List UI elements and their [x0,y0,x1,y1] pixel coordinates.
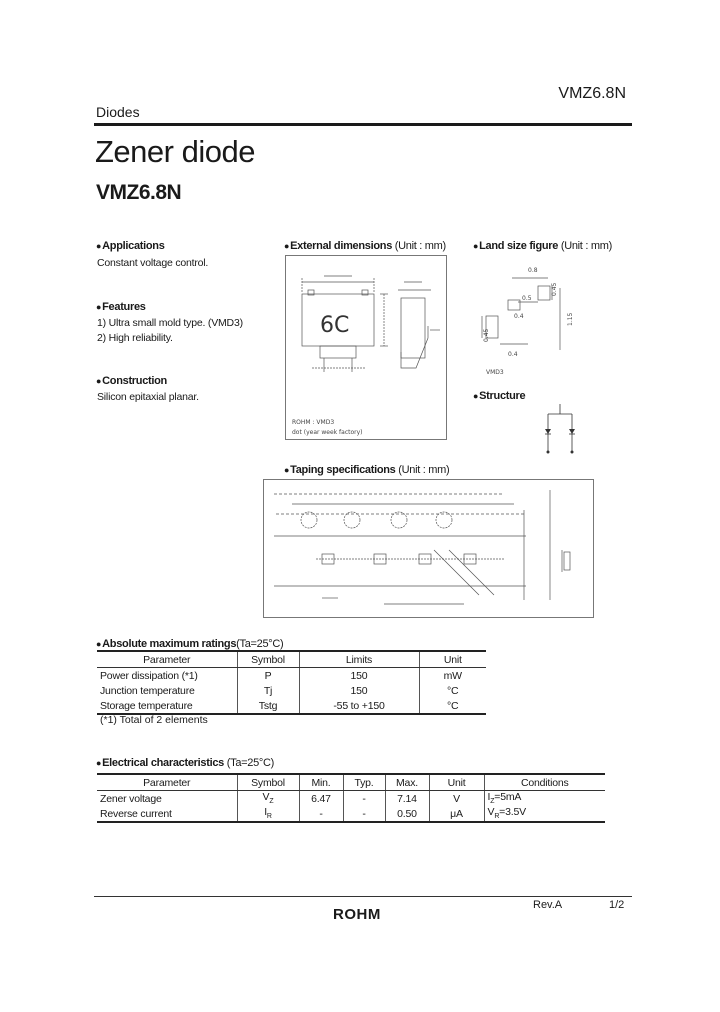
land-dim: 1.15 [567,312,574,326]
taping-heading: ●Taping specifications (Unit : mm) [284,464,450,476]
package-outline-drawing [286,256,446,439]
header-cell: Parameter [97,774,237,791]
feature-item: 1) Ultra small mold type. (VMD3) [97,317,243,329]
rohm-logo: ROHM [333,906,381,923]
land-dim: 0.5 [522,295,532,302]
page-title: Zener diode [95,134,255,169]
feature-item: 2) High reliability. [97,332,173,344]
applications-text: Constant voltage control. [97,257,209,269]
table-row [97,698,486,714]
table-row [97,683,486,698]
header-rule [94,123,632,126]
footnote: (*1) Total of 2 elements [100,714,208,726]
symbol-cell: P [237,668,299,684]
land-package-name: VMD3 [486,369,504,376]
unit-cell: mW [443,669,462,682]
marking-code: 6C [320,313,350,338]
bullet-icon: ● [284,241,290,251]
bullet-icon: ● [473,241,479,251]
symbol-cell: $I_R$ [237,806,299,822]
land-dim: 0.4 [514,313,524,320]
construction-text: Silicon epitaxial planar. [97,391,199,403]
limit-cell: 150 [299,683,419,698]
header-cell: Max. [385,774,429,791]
header-cell: Limits [299,651,419,668]
bullet-icon: ● [96,758,102,768]
unit-cell: μA [429,806,484,822]
features-heading: ●Features [96,301,146,313]
abs-max-table [97,650,486,715]
footer-rule [94,896,632,897]
land-size-heading: ●Land size figure (Unit : mm) [473,240,612,252]
header-cell: Parameter [97,651,237,668]
header-cell: Conditions [484,774,605,791]
table-row [97,806,605,822]
header-part-number: VMZ6.8N [558,85,626,102]
elec-char-heading: ●Electrical characteristics (Ta=25°C) [96,757,274,769]
bullet-icon: ● [473,391,479,401]
param-cell: Power dissipation (*1) [97,668,237,684]
typ-cell: - [343,806,385,822]
header-cell: Unit [429,774,484,791]
bullet-icon: ● [96,302,102,312]
max-cell: 7.14 [385,791,429,807]
applications-heading: ●Applications [96,240,165,252]
abs-max-heading: ●Absolute maximum ratings(Ta=25°C) [96,638,284,650]
min-cell: 6.47 [299,791,343,807]
param-cell: Junction temperature [97,683,237,698]
diode-schematic-icon [536,402,586,460]
land-dim: 0.45 [551,282,558,296]
land-size-figure [478,256,608,381]
land-dim: 0.4 [508,351,518,358]
unit-cell: °C [447,699,459,712]
category-label: Diodes [96,104,140,120]
land-dim: 0.45 [483,328,490,342]
symbol-cell: $V_Z$ [237,791,299,807]
conditions-cell: $I_Z=5mA$ [487,791,522,806]
symbol-cell: Tj [237,683,299,698]
bullet-icon: ● [96,376,102,386]
land-pattern-drawing [478,256,608,381]
bullet-icon: ● [284,465,290,475]
header-cell: Min. [299,774,343,791]
elec-char-table [97,773,605,823]
header-cell: Symbol [237,651,299,668]
header-cell: Symbol [237,774,299,791]
min-cell: - [299,806,343,822]
unit-cell: V [429,791,484,807]
carrier-tape-drawing [264,480,593,617]
unit-cell: °C [447,684,459,697]
external-dimensions-figure [285,255,447,440]
bullet-icon: ● [96,639,102,649]
max-cell: 0.50 [385,806,429,822]
param-cell: Storage temperature [97,698,237,714]
revision-label: Rev.A [533,899,563,911]
header-cell: Typ. [343,774,385,791]
param-cell: Zener voltage [97,791,237,807]
table-header-row [97,651,486,668]
construction-heading: ●Construction [96,375,167,387]
bullet-icon: ● [96,241,102,251]
external-dimensions-heading: ●External dimensions (Unit : mm) [284,240,446,252]
part-number-title: VMZ6.8N [96,181,182,204]
package-name-note: ROHM : VMD3 [292,419,335,426]
limit-cell: 150 [299,668,419,684]
structure-heading: ●Structure [473,390,526,402]
land-dim: 0.8 [528,267,538,274]
typ-cell: - [343,791,385,807]
structure-figure [536,402,586,460]
table-header-row [97,774,605,791]
param-cell: Reverse current [97,806,237,822]
table-row [97,668,486,684]
page-number: 1/2 [609,899,625,911]
table-row [97,791,605,807]
taping-figure [263,479,594,618]
header-cell: Unit [419,651,486,668]
symbol-cell: Tstg [237,698,299,714]
limit-cell: -55 to +150 [299,698,419,714]
marking-note: dot (year week factory) [292,429,363,436]
conditions-cell: $V_R=3.5V$ [487,806,526,821]
